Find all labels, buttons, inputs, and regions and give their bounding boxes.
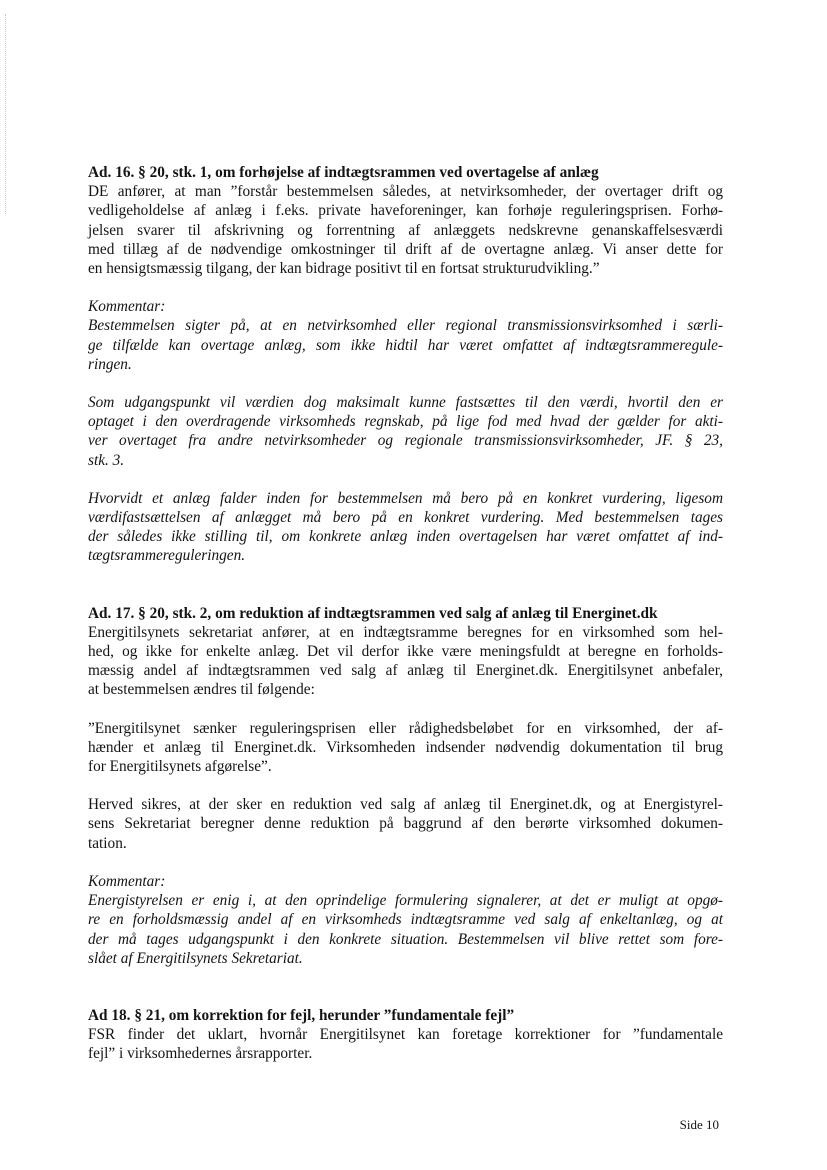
text-line: tægtsrammereguleringen. bbox=[88, 547, 246, 565]
comment-label: Kommentar: bbox=[88, 872, 166, 890]
text-line: re en forholdsmæssig andel af en virksomheds indtægtsramme ved salg af enkeltanlæg, og at bbox=[88, 911, 723, 929]
text-line: der således ikke stilling til, om konkrete anlæg inden overtagelsen har været omfattet af ind- bbox=[88, 528, 723, 546]
text-line: mæssig andel af indtægtsrammen ved salg af anlæg til Energinet.dk. Energitilsynet anbefaler, bbox=[88, 662, 723, 680]
section-body-ad17 bbox=[88, 623, 723, 700]
section-heading-ad18: Ad 18. § 21, om korrektion for fejl, herunder ”fundamentale fejl” bbox=[88, 1006, 515, 1024]
text-line: der må tages udgangspunkt i den konkrete situation. Bestemmelsen vil blive rettet som fore- bbox=[88, 930, 723, 948]
text-line: ge tilfælde kan overtage anlæg, som ikke hidtil har været omfattet af indtægtsrammeregule- bbox=[88, 336, 723, 354]
text-line: ringen. bbox=[88, 355, 132, 373]
text-line: fejl” i virksomhedernes årsrapporter. bbox=[88, 1045, 313, 1063]
text-line: ”Energitilsynet sænker reguleringsprisen eller rådighedsbeløbet for en virksomhed, der af- bbox=[88, 719, 723, 737]
document-body bbox=[88, 163, 723, 1064]
text-line: en hensigtsmæssig tilgang, der kan bidrage positivt til en fortsat strukturudvikling.” bbox=[88, 260, 600, 278]
text-line: Energitilsynets sekretariat anfører, at en indtægtsramme beregnes for en virksomhed som hel- bbox=[88, 623, 723, 641]
text-line: ver overtaget fra andre netvirksomheder og regionale transmissionsvirksomheder, JF. § 23, bbox=[88, 432, 723, 450]
comment-paragraph bbox=[88, 316, 723, 374]
comment-paragraph bbox=[88, 393, 723, 470]
text-line: optaget i den overdragende virksomheds regnskab, på lige fod med hvad der gælder for akti- bbox=[88, 413, 723, 431]
text-line: at bestemmelsen ændres til følgende: bbox=[88, 681, 315, 699]
section-heading-ad17: Ad. 17. § 20, stk. 2, om reduktion af indtægtsrammen ved salg af anlæg til Energinet.dk bbox=[88, 604, 658, 622]
text-line: vedligeholdelse af anlæg i f.eks. private haveforeninger, kan forhøje reguleringsprisen. Forhø- bbox=[88, 202, 723, 220]
section-body-ad17-continued bbox=[88, 795, 723, 853]
text-line: Energistyrelsen er enig i, at den oprindelige formulering signalerer, at det er muligt at opgø- bbox=[88, 892, 723, 910]
text-line: værdifastsættelsen af anlægget må bero på en konkret vurdering. Med bestemmelsen tages bbox=[88, 509, 723, 527]
page-number: Side 10 bbox=[679, 1117, 719, 1132]
text-line: for Energitilsynets afgørelse”. bbox=[88, 758, 272, 776]
text-line: Herved sikres, at der sker en reduktion ved salg af anlæg til Energinet.dk, og at Energistyrel- bbox=[88, 796, 723, 814]
text-line: Hvorvidt et anlæg falder inden for bestemmelsen må bero på en konkret vurdering, ligesom bbox=[88, 489, 723, 507]
section-heading-ad16: Ad. 16. § 20, stk. 1, om forhøjelse af indtægtsrammen ved overtagelse af anlæg bbox=[88, 164, 599, 181]
comment-paragraph bbox=[88, 891, 723, 968]
text-line: sens Sekretariat beregner denne reduktion på baggrund af den berørte virksomhed dokumen- bbox=[88, 815, 723, 833]
text-line: hed, og ikke for enkelte anlæg. Det vil derfor ikke være meningsfuldt at beregne en forholds- bbox=[88, 643, 723, 661]
quoted-proposal bbox=[88, 719, 723, 777]
text-line: slået af Energitilsynets Sekretariat. bbox=[88, 949, 303, 967]
scan-edge-mark bbox=[5, 14, 7, 214]
text-line: tation. bbox=[88, 834, 127, 852]
section-body-ad16 bbox=[88, 182, 723, 278]
text-line: Bestemmelsen sigter på, at en netvirksomhed eller regional transmissionsvirksomhed i særli- bbox=[88, 317, 723, 335]
text-line: FSR finder det uklart, hvornår Energitilsynet kan foretage korrektioner for ”fundamentale bbox=[88, 1026, 723, 1044]
text-line: med tillæg af de nødvendige omkostninger til drift af de overtagne anlæg. Vi anser dette for bbox=[88, 240, 723, 258]
text-line: stk. 3. bbox=[88, 451, 125, 469]
text-line: Som udgangspunkt vil værdien dog maksimalt kunne fastsættes til den værdi, hvortil den er bbox=[88, 394, 723, 412]
section-body-ad18 bbox=[88, 1025, 723, 1063]
comment-paragraph bbox=[88, 489, 723, 566]
comment-label: Kommentar: bbox=[88, 298, 166, 316]
text-line: hænder et anlæg til Energinet.dk. Virksomheden indsender nødvendig dokumentation til brug bbox=[88, 738, 723, 756]
text-line: jelsen svarer til afskrivning og forrentning af anlæggets nedskrevne genanskaffelsesværdi bbox=[88, 221, 723, 239]
text-line: DE anfører, at man ”forstår bestemmelsen således, at netvirksomheder, der overtager drift og bbox=[88, 183, 723, 201]
